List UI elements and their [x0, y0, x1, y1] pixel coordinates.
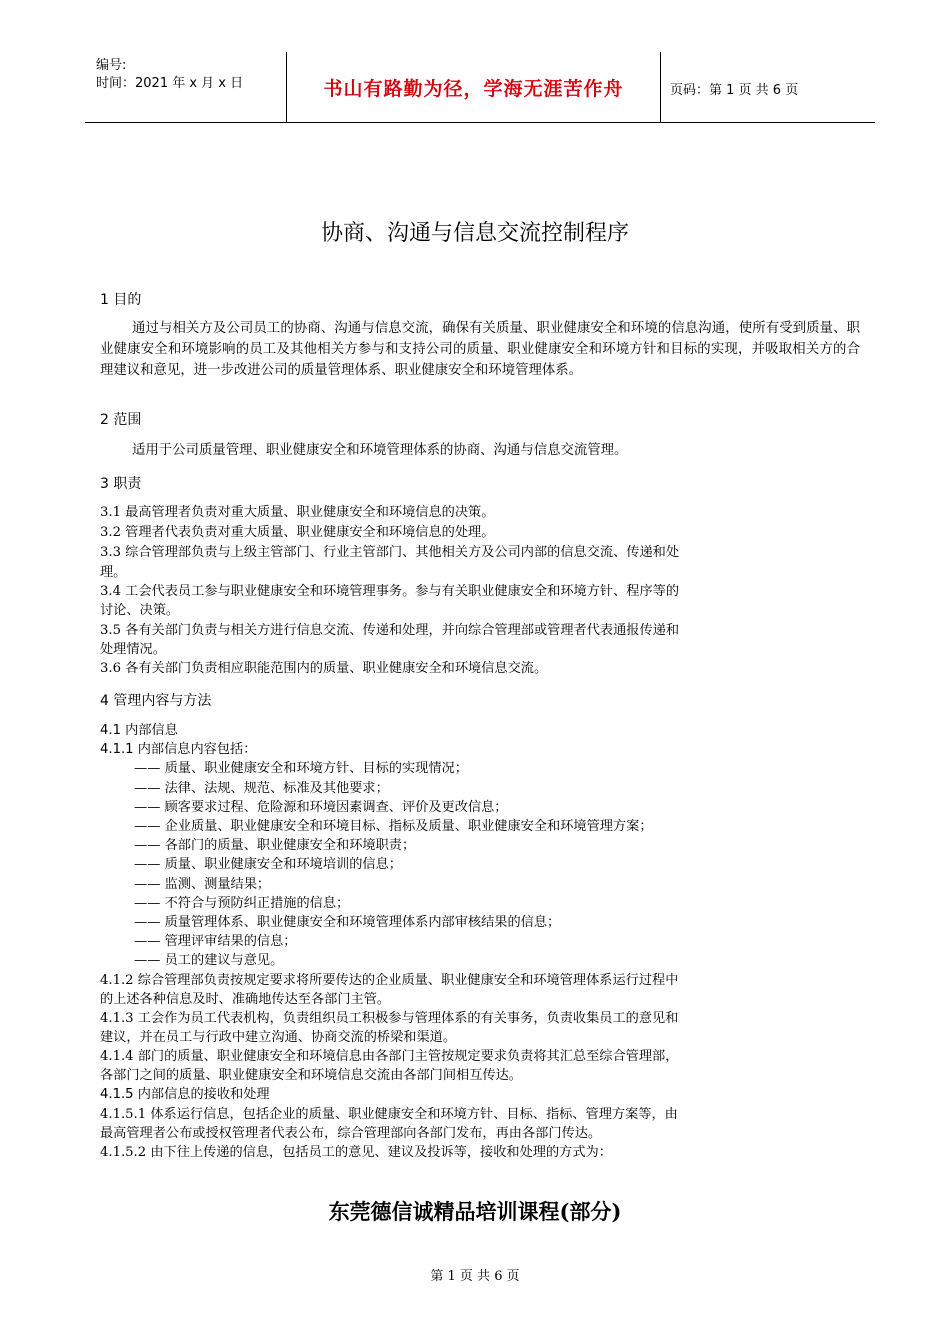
section-4-heading: 4 管理内容与方法 [100, 693, 212, 709]
bullet-item: —— 企业质量、职业健康安全和环境目标、指标及质量、职业健康安全和环境管理方案； [134, 819, 653, 834]
number-label: 编号: [96, 58, 127, 73]
bullet-item: —— 顾客要求过程、危险源和环境因素调查、评价及更改信息； [134, 800, 508, 815]
section-3-line: 3.1 最高管理者负责对重大质量、职业健康安全和环境信息的决策。 [100, 505, 495, 520]
bullet-item: —— 各部门的质量、职业健康安全和环境职责； [134, 838, 416, 853]
document-title: 协商、沟通与信息交流控制程序 [320, 221, 629, 246]
bullet-item: —— 法律、法规、规范、标准及其他要求； [134, 781, 389, 796]
page-info: 页码：第 1 页 共 6 页 [670, 83, 799, 98]
bullet-item: —— 不符合与预防纠正措施的信息； [134, 896, 350, 911]
section-1-paragraph: 通过与相关方及公司员工的协商、沟通与信息交流，确保有关质量、职业健康安全和环境的信息沟通，使所有受到质量、职业健康安全和环境影响的员工及其他相关方参与和支持公司的质量、职业健康安全和环境方针和目标的实现，并吸取相关方的合理建议和意见，进一步改进公司的质量管理体系、职业健康安全和环境管理体系。 [100, 321, 860, 378]
section-4-line: 4.1.5.1 体系运行信息，包括企业的质量、职业健康安全和环境方针、目标、指标、管理方案等，由 [100, 1107, 678, 1122]
section-3-line: 3.3 综合管理部负责与上级主管部门、行业主管部门、其他相关方及公司内部的信息交流、传递和处 [100, 545, 680, 560]
section-3-line: 讨论、决策。 [100, 603, 180, 618]
bullet-item: —— 质量、职业健康安全和环境方针、目标的实现情况； [134, 761, 468, 776]
bullet-item: —— 质量、职业健康安全和环境培训的信息； [134, 857, 402, 872]
section-2-paragraph: 适用于公司质量管理、职业健康安全和环境管理体系的协商、沟通与信息交流管理。 [132, 443, 628, 458]
bullet-item: —— 员工的建议与意见。 [134, 953, 284, 968]
section-4-1-heading: 4.1 内部信息 [100, 723, 178, 738]
motto-text: 书山有路勤为径，学海无涯苦作舟 [323, 78, 624, 100]
section-4-line: 4.1.4 部门的质量、职业健康安全和环境信息由各部门主管按规定要求负责将其汇总至综合管理部， [100, 1049, 679, 1064]
header-meta-cell [85, 52, 285, 122]
header-page-cell [660, 52, 875, 122]
page-number: 第 1 页 共 6 页 [430, 1269, 520, 1284]
section-4-line: 4.1.5.2 由下往上传递的信息，包括员工的意见、建议及投诉等，接收和处理的方式为： [100, 1145, 612, 1160]
section-3-line: 3.5 各有关部门负责与相关方进行信息交流、传递和处理，并向综合管理部或管理者代表通报传递和 [100, 623, 680, 638]
section-4-line: 4.1.2 综合管理部负责按规定要求将所要传达的企业质量、职业健康安全和环境管理体系运行过程中 [100, 973, 679, 988]
section-2-heading: 2 范围 [100, 412, 142, 428]
section-4-line: 建议，并在员工与行政中建立沟通、协商交流的桥梁和渠道。 [100, 1030, 457, 1045]
bullet-item: —— 管理评审结果的信息； [134, 934, 297, 949]
section-4-line: 各部门之间的质量、职业健康安全和环境信息交流由各部门间相互传达。 [100, 1068, 522, 1083]
time-label: 时间：2021 年 x 月 x 日 [96, 76, 244, 91]
section-4-line: 的上述各种信息及时、准确地传达至各部门主管。 [100, 992, 391, 1007]
header-table [85, 52, 875, 123]
section-3-line: 3.6 各有关部门负责相应职能范围内的质量、职业健康安全和环境信息交流。 [100, 661, 548, 676]
section-4-1-5-heading: 4.1.5 内部信息的接收和处理 [100, 1087, 270, 1102]
section-1-heading: 1 目的 [100, 292, 142, 308]
section-3-line: 3.2 管理者代表负责对重大质量、职业健康安全和环境信息的处理。 [100, 525, 495, 540]
section-4-1-1-heading: 4.1.1 内部信息内容包括： [100, 742, 257, 757]
section-3-line: 处理情况。 [100, 642, 166, 657]
bullet-item: —— 质量管理体系、职业健康安全和环境管理体系内部审核结果的信息； [134, 915, 561, 930]
bullet-item: —— 监测、测量结果； [134, 877, 271, 892]
section-3-heading: 3 职责 [100, 476, 142, 492]
section-3-line: 3.4 工会代表员工参与职业健康安全和环境管理事务。参与有关职业健康安全和环境方针、程序等的 [100, 584, 680, 599]
section-4-line: 4.1.3 工会作为员工代表机构，负责组织员工积极参与管理体系的有关事务，负责收集员工的意见和 [100, 1011, 679, 1026]
section-3-line: 理。 [100, 565, 127, 580]
header-motto-cell [286, 52, 661, 122]
course-title: 东莞德信诚精品培训课程(部分) [328, 1199, 622, 1224]
section-4-line: 最高管理者公布或授权管理者代表公布，综合管理部向各部门发布，再由各部门传达。 [100, 1126, 602, 1141]
